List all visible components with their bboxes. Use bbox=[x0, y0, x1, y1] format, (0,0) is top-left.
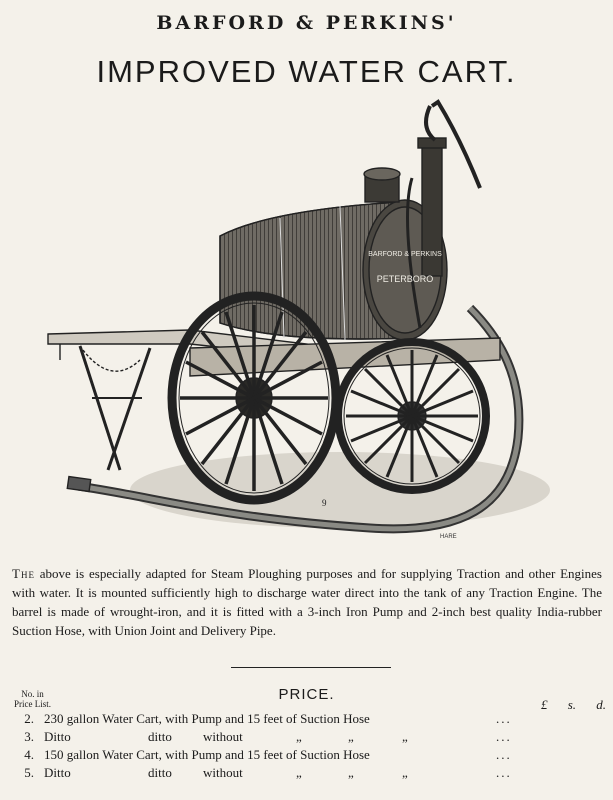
price-dots: ... bbox=[496, 711, 512, 726]
divider-rule bbox=[231, 667, 391, 668]
rear-wheel bbox=[338, 342, 486, 490]
pence-column-label: d. bbox=[596, 697, 606, 712]
price-dots: ... bbox=[496, 747, 512, 762]
item-description: Ditto bbox=[44, 729, 71, 744]
page-title: IMPROVED WATER CART. bbox=[96, 54, 517, 89]
item-description: 230 gallon Water Cart, with Pump and 15 feet of Suction Hose bbox=[44, 711, 370, 726]
price-row bbox=[0, 765, 613, 783]
price-list-number: 2. bbox=[24, 711, 34, 726]
ditto-quote: „ bbox=[296, 729, 302, 744]
ditto-quote: „ bbox=[348, 729, 354, 744]
price-list bbox=[0, 711, 613, 783]
ditto-quote: „ bbox=[402, 729, 408, 744]
description-lead: The bbox=[12, 566, 35, 581]
description-paragraph bbox=[12, 564, 602, 640]
tank-maker-text: BARFORD & PERKINS bbox=[368, 251, 442, 258]
price-row bbox=[0, 747, 613, 765]
item-description: Ditto bbox=[44, 765, 71, 780]
ditto-mark: ditto bbox=[148, 729, 172, 744]
price-dots: ... bbox=[496, 729, 512, 744]
price-row bbox=[0, 729, 613, 747]
water-cart-illustration bbox=[40, 98, 580, 548]
price-heading: PRICE. bbox=[278, 686, 335, 703]
price-list-number: 4. bbox=[24, 747, 34, 762]
ditto-quote: „ bbox=[402, 765, 408, 780]
pounds-column-label: £ bbox=[541, 697, 548, 712]
ditto-quote: „ bbox=[348, 765, 354, 780]
description-text: above is especially adapted for Steam Ploughing purposes and for supplying Traction and other Engines with water. It is mounted sufficiently high to discharge water direct into the tank of any Traction Engine. The barrel is made of wrought-iron, and it is fitted with a 3-inch Iron Pump and 2-inch best quality India-rubber Suction Hose, with Union Joint and Delivery Pipe. bbox=[12, 566, 602, 638]
price-list-number: 5. bbox=[24, 765, 34, 780]
ditto-mark: ditto bbox=[148, 765, 172, 780]
manufacturer-heading: BARFORD & PERKINS' bbox=[156, 12, 457, 34]
number-label-line2: Price List. bbox=[14, 699, 51, 709]
engraver-signature: HARE bbox=[440, 534, 457, 540]
price-dots: ... bbox=[496, 765, 512, 780]
price-row bbox=[0, 711, 613, 729]
ditto-quote: „ bbox=[296, 765, 302, 780]
front-wheel bbox=[172, 296, 336, 500]
shillings-column-label: s. bbox=[567, 697, 577, 712]
item-without: without bbox=[203, 765, 243, 780]
number-label-line1: No. in bbox=[21, 689, 44, 699]
wheel-number: 9 bbox=[322, 498, 327, 508]
item-without: without bbox=[203, 729, 243, 744]
item-description: 150 gallon Water Cart, with Pump and 15 feet of Suction Hose bbox=[44, 747, 370, 762]
tank-town-text: PETERBORO bbox=[376, 274, 434, 284]
price-list-number: 3. bbox=[24, 729, 34, 744]
hose-nozzle-icon bbox=[67, 477, 90, 492]
